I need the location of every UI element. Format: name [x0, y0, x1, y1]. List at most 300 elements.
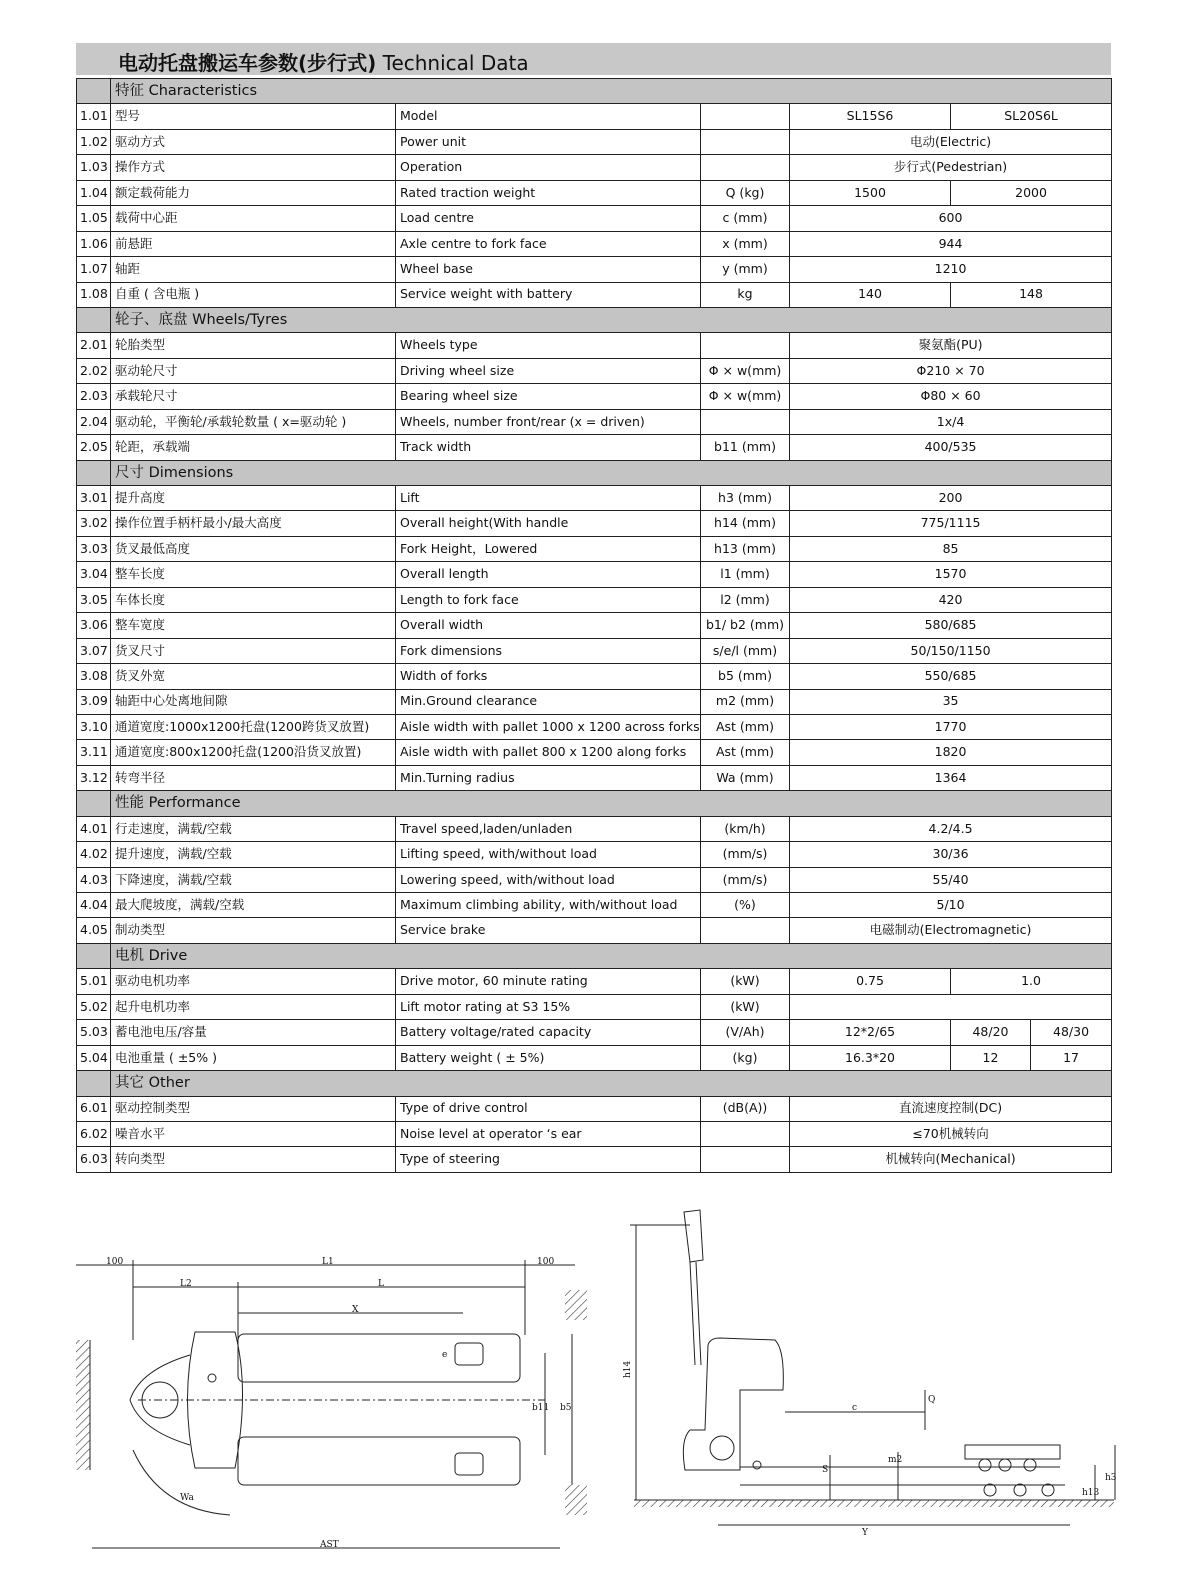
section-header	[77, 943, 1112, 968]
row-label-en: Fork dimensions	[396, 638, 701, 663]
table-row	[77, 1045, 1112, 1070]
row-number: 4.02	[77, 842, 111, 867]
row-label-en: Lift motor rating at S3 15%	[396, 994, 701, 1019]
row-value: Φ210 × 70	[790, 358, 1112, 383]
title-en: Technical Data	[382, 51, 529, 75]
row-label-cn: 轴距中心处离地间隙	[111, 689, 396, 714]
table-row	[77, 765, 1112, 790]
lower-wheel-b	[1014, 1484, 1026, 1496]
row-number: 1.05	[77, 206, 111, 231]
table-row	[77, 231, 1112, 256]
row-number: 4.04	[77, 893, 111, 918]
row-label-en: Type of drive control	[396, 1096, 701, 1121]
row-value: 200	[790, 486, 1112, 511]
table-row	[77, 333, 1112, 358]
label-s: S	[822, 1465, 829, 1475]
label-x: X	[352, 1305, 359, 1315]
row-number: 2.02	[77, 358, 111, 383]
page-title	[118, 47, 529, 76]
dimension-drawings	[0, 1190, 1200, 1594]
section-title: 尺寸 Dimensions	[111, 460, 1112, 485]
table-row	[77, 689, 1112, 714]
row-label-cn: 转向类型	[111, 1147, 396, 1172]
row-number: 3.01	[77, 486, 111, 511]
pallet-wheel-a	[979, 1459, 991, 1471]
label-h14: h14	[623, 1360, 633, 1378]
row-label-cn: 通道宽度:1000x1200托盘(1200跨货叉放置)	[111, 714, 396, 739]
row-unit: h14 (mm)	[701, 511, 790, 536]
fork-bottom	[238, 1437, 520, 1485]
table-row	[77, 562, 1112, 587]
row-label-cn: 提升速度，满载/空载	[111, 842, 396, 867]
section-spacer	[77, 79, 111, 104]
row-label-cn: 起升电机功率	[111, 994, 396, 1019]
row-value: 1770	[790, 714, 1112, 739]
row-number: 1.08	[77, 282, 111, 307]
label-wa: Wa	[180, 1493, 194, 1503]
table-row	[77, 918, 1112, 943]
table-row	[77, 257, 1112, 282]
row-number: 2.03	[77, 384, 111, 409]
section-header	[77, 1071, 1112, 1096]
row-number: 6.03	[77, 1147, 111, 1172]
row-unit: x (mm)	[701, 231, 790, 256]
table-row	[77, 969, 1112, 994]
row-unit	[701, 333, 790, 358]
section-spacer	[77, 460, 111, 485]
row-number: 3.02	[77, 511, 111, 536]
label-e: e	[442, 1350, 448, 1360]
row-label-cn: 货叉尺寸	[111, 638, 396, 663]
row-value: 1x/4	[790, 409, 1112, 434]
row-unit: l1 (mm)	[701, 562, 790, 587]
row-value: 944	[790, 231, 1112, 256]
row-label-en: Track width	[396, 435, 701, 460]
row-label-en: Driving wheel size	[396, 358, 701, 383]
row-label-cn: 电池重量 ( ±5% )	[111, 1045, 396, 1070]
section-spacer	[77, 943, 111, 968]
table-row	[77, 740, 1112, 765]
row-value: 聚氨酯(PU)	[790, 333, 1112, 358]
row-value: 550/685	[790, 664, 1112, 689]
row-label-cn: 承载轮尺寸	[111, 384, 396, 409]
turning-arc	[133, 1450, 230, 1515]
row-number: 3.09	[77, 689, 111, 714]
row-label-cn: 整车宽度	[111, 613, 396, 638]
table-row	[77, 842, 1112, 867]
section-title: 轮子、底盘 Wheels/Tyres	[111, 307, 1112, 332]
label-l: L	[378, 1279, 384, 1289]
row-number: 6.02	[77, 1121, 111, 1146]
row-unit: m2 (mm)	[701, 689, 790, 714]
section-title: 特征 Characteristics	[111, 79, 1112, 104]
load-wheel-bottom	[455, 1453, 483, 1475]
row-unit: kg	[701, 282, 790, 307]
ground-hatch	[634, 1500, 1114, 1507]
row-number: 4.05	[77, 918, 111, 943]
row-label-en: Maximum climbing ability, with/without load	[396, 893, 701, 918]
row-label-en: Model	[396, 104, 701, 129]
side-view-drawing	[630, 1210, 1115, 1525]
wall-right-bottom-hatch	[565, 1485, 587, 1515]
section-header	[77, 307, 1112, 332]
row-value: 1500	[790, 180, 951, 205]
row-value: 580/685	[790, 613, 1112, 638]
table-row	[77, 816, 1112, 841]
row-value: 148	[951, 282, 1112, 307]
section-spacer	[77, 791, 111, 816]
row-label-cn: 额定载荷能力	[111, 180, 396, 205]
row-value	[790, 994, 1112, 1019]
section-title: 其它 Other	[111, 1071, 1112, 1096]
label-100-left: 100	[106, 1257, 124, 1267]
row-label-en: Wheel base	[396, 257, 701, 282]
row-label-en: Noise level at operator ‘s ear	[396, 1121, 701, 1146]
row-unit	[701, 155, 790, 180]
table-row	[77, 206, 1112, 231]
table-row	[77, 180, 1112, 205]
table-row	[77, 714, 1112, 739]
row-label-cn: 货叉外宽	[111, 664, 396, 689]
row-label-en: Service brake	[396, 918, 701, 943]
row-number: 3.07	[77, 638, 111, 663]
row-label-cn: 行走速度，满载/空载	[111, 816, 396, 841]
row-value: 35	[790, 689, 1112, 714]
handle-bar-b	[696, 1262, 701, 1365]
table-row	[77, 867, 1112, 892]
row-label-en: Bearing wheel size	[396, 384, 701, 409]
row-number: 4.01	[77, 816, 111, 841]
row-unit: c (mm)	[701, 206, 790, 231]
pivot-mark	[208, 1374, 216, 1382]
row-label-cn: 操作方式	[111, 155, 396, 180]
row-value: 16.3*20	[790, 1045, 951, 1070]
row-number: 1.04	[77, 180, 111, 205]
row-value: 12*2/65	[790, 1020, 951, 1045]
row-value: 55/40	[790, 867, 1112, 892]
row-value: ≤70机械转向	[790, 1121, 1112, 1146]
table-row	[77, 358, 1112, 383]
label-l2: L2	[180, 1279, 192, 1289]
row-label-en: Fork Height，Lowered	[396, 536, 701, 561]
lower-wheel-c	[1042, 1484, 1054, 1496]
table-row	[77, 282, 1112, 307]
row-number: 3.08	[77, 664, 111, 689]
row-label-en: Load centre	[396, 206, 701, 231]
row-label-cn: 轮胎类型	[111, 333, 396, 358]
row-label-en: Aisle width with pallet 800 x 1200 along forks	[396, 740, 701, 765]
table-row	[77, 536, 1112, 561]
row-label-en: Lift	[396, 486, 701, 511]
row-unit: Q (kg)	[701, 180, 790, 205]
row-unit: Φ × w(mm)	[701, 384, 790, 409]
label-m2: m2	[888, 1455, 903, 1465]
row-value: 17	[1031, 1045, 1112, 1070]
row-value: 5/10	[790, 893, 1112, 918]
side-view-labels	[623, 1360, 1117, 1538]
row-unit: (V/Ah)	[701, 1020, 790, 1045]
row-value: 4.2/4.5	[790, 816, 1112, 841]
load-wheel-top	[455, 1343, 483, 1365]
row-unit	[701, 104, 790, 129]
table-row	[77, 511, 1112, 536]
row-unit: l2 (mm)	[701, 587, 790, 612]
section-header	[77, 79, 1112, 104]
row-unit: Φ × w(mm)	[701, 358, 790, 383]
row-number: 3.11	[77, 740, 111, 765]
row-label-cn: 轴距	[111, 257, 396, 282]
row-label-en: Width of forks	[396, 664, 701, 689]
row-value: SL20S6L	[951, 104, 1112, 129]
row-value: 775/1115	[790, 511, 1112, 536]
row-label-en: Overall width	[396, 613, 701, 638]
row-label-cn: 驱动轮，平衡轮/承载轮数量 ( x=驱动轮 )	[111, 409, 396, 434]
title-bar	[76, 43, 1111, 75]
row-label-cn: 驱动轮尺寸	[111, 358, 396, 383]
row-label-en: Min.Ground clearance	[396, 689, 701, 714]
row-number: 3.03	[77, 536, 111, 561]
row-unit: Ast (mm)	[701, 714, 790, 739]
row-number: 6.01	[77, 1096, 111, 1121]
row-label-cn: 自重 ( 含电瓶 )	[111, 282, 396, 307]
row-label-en: Axle centre to fork face	[396, 231, 701, 256]
row-unit: h3 (mm)	[701, 486, 790, 511]
row-unit: (mm/s)	[701, 867, 790, 892]
label-l1: L1	[322, 1257, 334, 1267]
row-value: 电磁制动(Electromagnetic)	[790, 918, 1112, 943]
section-title: 电机 Drive	[111, 943, 1112, 968]
row-value: 1.0	[951, 969, 1112, 994]
section-header	[77, 460, 1112, 485]
row-unit	[701, 918, 790, 943]
row-label-cn: 噪音水平	[111, 1121, 396, 1146]
row-value: 2000	[951, 180, 1112, 205]
row-value: 1210	[790, 257, 1112, 282]
row-number: 5.04	[77, 1045, 111, 1070]
row-number: 1.02	[77, 129, 111, 154]
row-label-en: Aisle width with pallet 1000 x 1200 across forks	[396, 714, 701, 739]
row-number: 4.03	[77, 867, 111, 892]
row-unit: (km/h)	[701, 816, 790, 841]
row-unit: b11 (mm)	[701, 435, 790, 460]
row-value: 步行式(Pedestrian)	[790, 155, 1112, 180]
row-label-cn: 通道宽度:800x1200托盘(1200沿货叉放置)	[111, 740, 396, 765]
row-value: 1820	[790, 740, 1112, 765]
row-unit: s/e/l (mm)	[701, 638, 790, 663]
row-label-en: Type of steering	[396, 1147, 701, 1172]
row-unit: b1/ b2 (mm)	[701, 613, 790, 638]
section-spacer	[77, 307, 111, 332]
row-unit: (kg)	[701, 1045, 790, 1070]
row-number: 5.01	[77, 969, 111, 994]
row-label-cn: 驱动控制类型	[111, 1096, 396, 1121]
row-number: 1.07	[77, 257, 111, 282]
row-label-cn: 车体长度	[111, 587, 396, 612]
row-label-cn: 整车长度	[111, 562, 396, 587]
table-row	[77, 1020, 1112, 1045]
table-row	[77, 638, 1112, 663]
label-c: c	[852, 1403, 858, 1413]
table-row	[77, 129, 1112, 154]
row-label-cn: 驱动电机功率	[111, 969, 396, 994]
chassis-mark	[753, 1461, 761, 1469]
table-row	[77, 1096, 1112, 1121]
row-unit: (kW)	[701, 994, 790, 1019]
row-unit: Ast (mm)	[701, 740, 790, 765]
row-label-cn: 轮距，承载端	[111, 435, 396, 460]
row-label-cn: 前悬距	[111, 231, 396, 256]
row-value: 0.75	[790, 969, 951, 994]
row-value: 1364	[790, 765, 1112, 790]
row-label-cn: 操作位置手柄杆最小/最大高度	[111, 511, 396, 536]
title-cn: 电动托盘搬运车参数(步行式)	[118, 51, 377, 75]
row-label-en: Overall length	[396, 562, 701, 587]
row-label-en: Overall height(With handle	[396, 511, 701, 536]
row-number: 1.06	[77, 231, 111, 256]
label-q: Q	[928, 1395, 936, 1405]
row-unit	[701, 129, 790, 154]
row-label-en: Rated traction weight	[396, 180, 701, 205]
row-number: 2.04	[77, 409, 111, 434]
row-unit	[701, 1147, 790, 1172]
section-title: 性能 Performance	[111, 791, 1112, 816]
row-label-cn: 提升高度	[111, 486, 396, 511]
row-unit	[701, 1121, 790, 1146]
row-unit	[701, 409, 790, 434]
row-value: 12	[951, 1045, 1031, 1070]
table-row	[77, 994, 1112, 1019]
label-h13: h13	[1082, 1488, 1100, 1498]
row-label-cn: 载荷中心距	[111, 206, 396, 231]
row-value: 机械转向(Mechanical)	[790, 1147, 1112, 1172]
fork-top	[238, 1334, 520, 1382]
table-row	[77, 664, 1112, 689]
row-value: 85	[790, 536, 1112, 561]
table-row	[77, 435, 1112, 460]
row-label-en: Operation	[396, 155, 701, 180]
row-number: 3.10	[77, 714, 111, 739]
row-label-en: Min.Turning radius	[396, 765, 701, 790]
chassis-wheel	[710, 1436, 734, 1460]
row-unit: (mm/s)	[701, 842, 790, 867]
row-number: 3.05	[77, 587, 111, 612]
label-b5: b5	[560, 1403, 572, 1413]
row-number: 1.01	[77, 104, 111, 129]
row-number: 5.02	[77, 994, 111, 1019]
row-label-en: Wheels type	[396, 333, 701, 358]
row-label-cn: 制动类型	[111, 918, 396, 943]
row-value: 48/30	[1031, 1020, 1112, 1045]
table-row	[77, 155, 1112, 180]
row-value: 1570	[790, 562, 1112, 587]
handle-head	[684, 1210, 703, 1262]
row-value: 50/150/1150	[790, 638, 1112, 663]
row-unit: y (mm)	[701, 257, 790, 282]
row-label-en: Battery voltage/rated capacity	[396, 1020, 701, 1045]
spec-table	[76, 78, 1112, 1173]
drawings-svg	[0, 1190, 1200, 1590]
row-unit: (dB(A))	[701, 1096, 790, 1121]
label-b11: b11	[532, 1403, 550, 1413]
table-row	[77, 613, 1112, 638]
row-label-cn: 最大爬坡度，满载/空载	[111, 893, 396, 918]
row-label-cn: 型号	[111, 104, 396, 129]
row-label-en: Travel speed,laden/unladen	[396, 816, 701, 841]
row-label-cn: 下降速度，满载/空载	[111, 867, 396, 892]
row-value: 600	[790, 206, 1112, 231]
row-label-en: Lowering speed, with/without load	[396, 867, 701, 892]
table-row	[77, 1121, 1112, 1146]
row-value: 电动(Electric)	[790, 129, 1112, 154]
row-label-en: Lifting speed, with/without load	[396, 842, 701, 867]
section-spacer	[77, 1071, 111, 1096]
handle-bar-a	[690, 1262, 695, 1365]
table-row	[77, 486, 1112, 511]
lower-wheel-a	[984, 1484, 996, 1496]
row-number: 2.05	[77, 435, 111, 460]
row-unit: (kW)	[701, 969, 790, 994]
label-y: Y	[862, 1528, 868, 1538]
row-value: 420	[790, 587, 1112, 612]
wall-right-top-hatch	[565, 1290, 587, 1320]
table-row	[77, 104, 1112, 129]
row-label-en: Wheels, number front/rear (x = driven)	[396, 409, 701, 434]
row-label-cn: 蓄电池电压/容量	[111, 1020, 396, 1045]
row-unit: h13 (mm)	[701, 536, 790, 561]
row-value: 直流速度控制(DC)	[790, 1096, 1112, 1121]
row-number: 3.12	[77, 765, 111, 790]
row-label-en: Service weight with battery	[396, 282, 701, 307]
wall-left-hatch	[76, 1340, 90, 1470]
row-label-en: Battery weight ( ± 5%)	[396, 1045, 701, 1070]
row-number: 3.04	[77, 562, 111, 587]
row-unit: (%)	[701, 893, 790, 918]
label-h3: h3	[1105, 1473, 1117, 1483]
pallet-wheel-c	[1024, 1459, 1036, 1471]
row-number: 1.03	[77, 155, 111, 180]
row-label-en: Power unit	[396, 129, 701, 154]
row-value: 400/535	[790, 435, 1112, 460]
row-value: SL15S6	[790, 104, 951, 129]
table-row	[77, 409, 1112, 434]
label-100-right: 100	[537, 1257, 555, 1267]
top-view-drawing	[76, 1260, 587, 1548]
table-row	[77, 587, 1112, 612]
table-row	[77, 384, 1112, 409]
table-row	[77, 1147, 1112, 1172]
table-row	[77, 893, 1112, 918]
row-label-cn: 货叉最低高度	[111, 536, 396, 561]
label-ast: AST	[320, 1540, 339, 1550]
row-label-cn: 转弯半径	[111, 765, 396, 790]
row-value: 30/36	[790, 842, 1112, 867]
row-value: 48/20	[951, 1020, 1031, 1045]
section-header	[77, 791, 1112, 816]
pallet-wheel-b	[999, 1459, 1011, 1471]
row-unit: Wa (mm)	[701, 765, 790, 790]
row-label-en: Length to fork face	[396, 587, 701, 612]
row-number: 2.01	[77, 333, 111, 358]
row-value: Φ80 × 60	[790, 384, 1112, 409]
row-number: 3.06	[77, 613, 111, 638]
row-label-en: Drive motor, 60 minute rating	[396, 969, 701, 994]
row-value: 140	[790, 282, 951, 307]
row-unit: b5 (mm)	[701, 664, 790, 689]
row-label-cn: 驱动方式	[111, 129, 396, 154]
top-view-labels	[106, 1257, 572, 1550]
row-number: 5.03	[77, 1020, 111, 1045]
pallet-top	[965, 1445, 1060, 1459]
